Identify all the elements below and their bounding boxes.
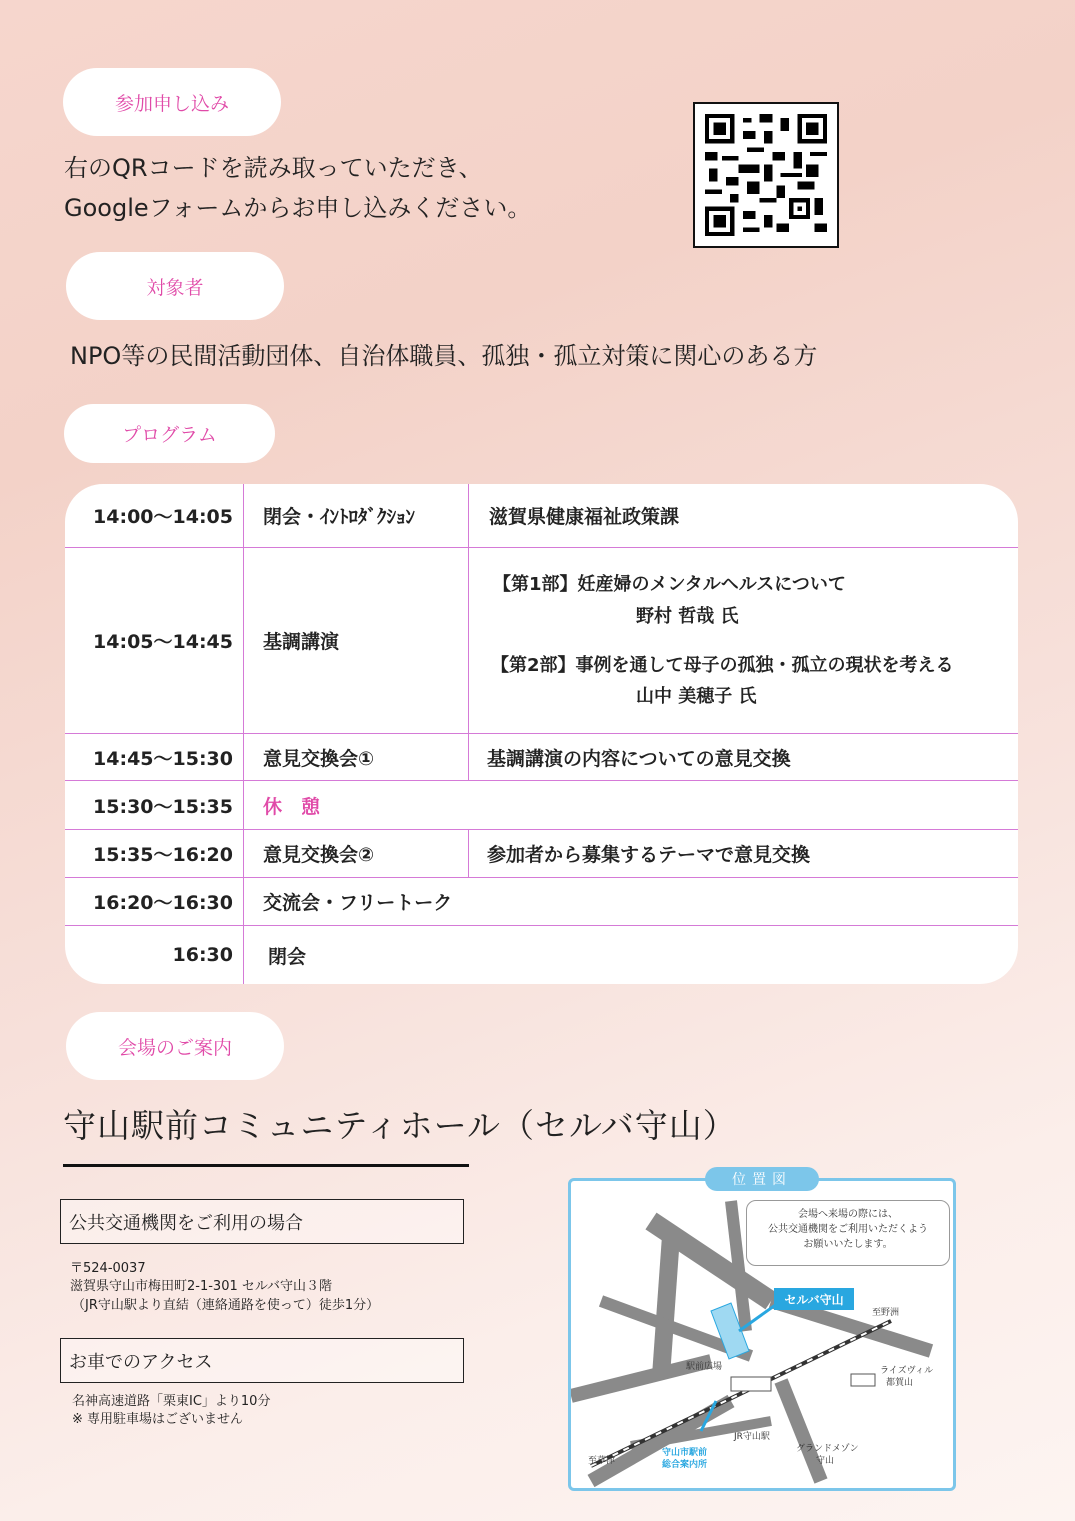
section-heading-target: 対象者 bbox=[66, 252, 284, 320]
apply-instruction-line2: Googleフォームからお申し込みください。 bbox=[64, 194, 532, 222]
row-name: 基調講演 bbox=[244, 548, 469, 733]
program-table bbox=[65, 484, 1018, 984]
table-row bbox=[65, 926, 1018, 984]
row-detail bbox=[469, 548, 1018, 733]
map-note-line3: お願いいたします。 bbox=[803, 1239, 893, 1250]
table-row bbox=[65, 878, 1018, 926]
public-transport-heading: 公共交通機関をご利用の場合 bbox=[60, 1199, 464, 1244]
map-label-rise-villa-1: ライズヴィル bbox=[880, 1366, 934, 1376]
row-detail: 滋賀県健康福祉政策課 bbox=[489, 506, 680, 528]
map-label-grand-1: グランドメゾン bbox=[796, 1444, 859, 1454]
car-access-heading: お車でのアクセス bbox=[60, 1338, 464, 1383]
row-name: 閉会・ｲﾝﾄﾛﾀﾞｸｼｮﾝ bbox=[244, 484, 469, 547]
row-time: 14:05〜14:45 bbox=[65, 548, 244, 733]
lecture2-title: 【第2部】事例を通して母子の孤独・孤立の現状を考える bbox=[491, 655, 954, 676]
car-access-line1: 名神高速道路「栗東IC」より10分 bbox=[72, 1394, 271, 1409]
apply-instruction-line1: 右のQRコードを読み取っていただき、 bbox=[64, 154, 483, 182]
row-name-break: 休 憩 bbox=[263, 795, 321, 818]
row-time: 16:20〜16:30 bbox=[65, 878, 244, 925]
map-tag: 位置図 bbox=[705, 1167, 819, 1191]
map-label-to-kusatsu: 至草津 bbox=[588, 1456, 616, 1466]
section-heading-venue: 会場のご案内 bbox=[66, 1012, 284, 1080]
table-row bbox=[65, 830, 1018, 878]
row-name: 交流会・フリートーク bbox=[263, 892, 453, 914]
table-row bbox=[65, 548, 1018, 734]
map-label-jr-station: JR守山駅 bbox=[734, 1432, 770, 1442]
map-label-info-2: 総合案内所 bbox=[662, 1460, 708, 1470]
table-row bbox=[65, 734, 1018, 781]
row-time: 15:30〜15:35 bbox=[65, 781, 244, 829]
section-heading-program: プログラム bbox=[64, 404, 275, 463]
map-label-station-plaza: 駅前広場 bbox=[686, 1362, 723, 1372]
table-row bbox=[65, 781, 1018, 830]
lecture1-speaker: 野村 哲哉 氏 bbox=[636, 606, 739, 627]
lecture1-title: 【第1部】妊産婦のメンタルヘルスについて bbox=[493, 574, 846, 595]
target-audience-text: NPO等の民間活動団体、自治体職員、孤独・孤立対策に関心のある方 bbox=[70, 342, 818, 370]
table-row bbox=[65, 484, 1018, 548]
row-name: 閉会 bbox=[268, 945, 307, 968]
row-detail: 参加者から募集するテーマで意見交換 bbox=[487, 844, 811, 866]
map-label-to-yasu: 至野洲 bbox=[872, 1308, 900, 1318]
venue-title: 守山駅前コミュニティホール（セルバ守山） bbox=[63, 1106, 737, 1145]
map-label-rise-villa-2: 都賀山 bbox=[886, 1378, 914, 1388]
row-time: 14:00〜14:05 bbox=[65, 484, 244, 547]
map-note-line2: 公共交通機関をご利用いただくよう bbox=[768, 1224, 928, 1235]
map-label-info-1: 守山市駅前 bbox=[662, 1448, 708, 1458]
row-name: 意見交換会② bbox=[244, 830, 469, 877]
map-label-grand-2: 守山 bbox=[816, 1456, 835, 1466]
access-note: （JR守山駅より直結（連絡通路を使って）徒歩1分） bbox=[72, 1298, 380, 1313]
section-heading-apply: 参加申し込み bbox=[63, 68, 281, 136]
qr-code[interactable] bbox=[693, 102, 839, 248]
row-name: 意見交換会① bbox=[244, 734, 469, 780]
venue-address: 滋賀県守山市梅田町2-1-301 セルバ守山３階 bbox=[70, 1279, 332, 1294]
row-detail: 基調講演の内容についての意見交換 bbox=[487, 747, 791, 770]
car-access-line2: ※ 専用駐車場はございません bbox=[72, 1412, 244, 1427]
map-note bbox=[746, 1200, 950, 1266]
row-time: 16:30 bbox=[65, 926, 244, 984]
postal-code: 〒524-0037 bbox=[70, 1261, 146, 1276]
map-note-line1: 会場へ来場の際には、 bbox=[798, 1209, 898, 1220]
row-time: 14:45〜15:30 bbox=[65, 734, 244, 780]
map-label-serva: セルバ守山 bbox=[774, 1288, 854, 1310]
venue-title-underline bbox=[63, 1164, 469, 1167]
lecture2-speaker: 山中 美穂子 氏 bbox=[636, 686, 757, 707]
row-time: 15:35〜16:20 bbox=[65, 830, 244, 877]
